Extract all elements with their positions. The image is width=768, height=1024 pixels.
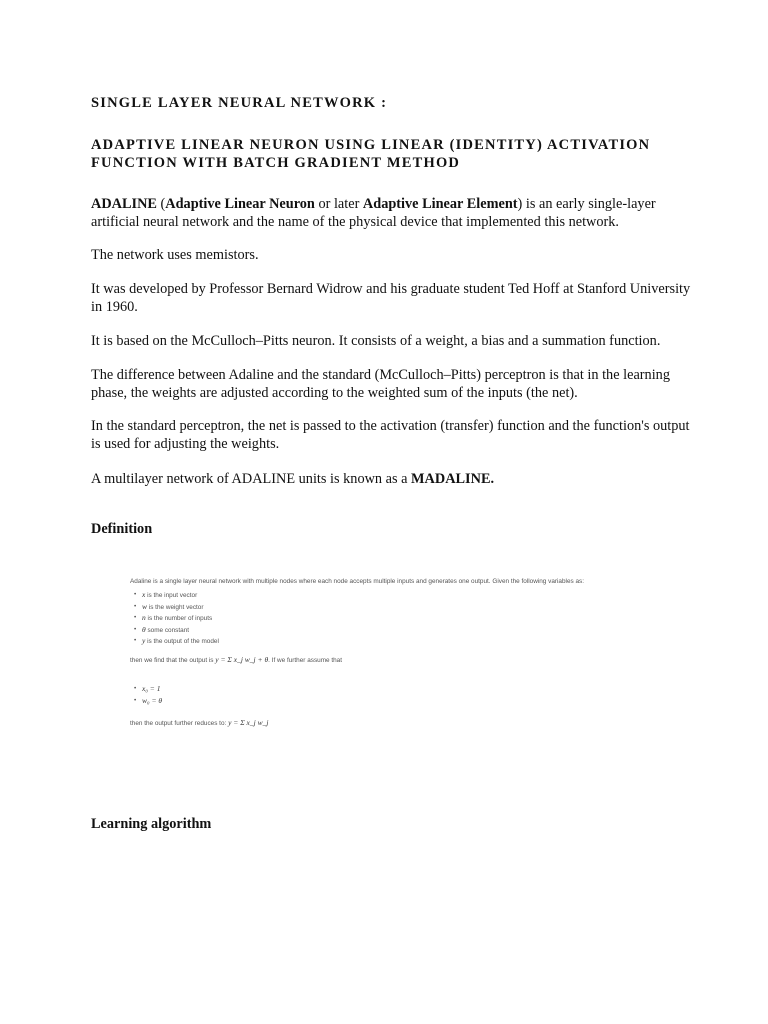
definition-snippet-image — [128, 574, 608, 754]
difference-paragraph: The difference between Adaline and the standard (McCulloch–Pitts) perceptron is that in the learning phase, the weights are adjusted according to the weighted sum of the inputs (the net). — [91, 367, 670, 401]
learning-algorithm-heading: Learning algorithm — [91, 816, 212, 832]
reduced-formula: y = Σ x_j w_j — [228, 718, 269, 727]
variable-item: • w is the weight vector — [134, 601, 219, 613]
based-paragraph: It is based on the McCulloch–Pitts neuron. It consists of a weight, a bias and a summation function. — [91, 333, 661, 349]
definition-heading: Definition — [91, 521, 153, 537]
developed-paragraph: It was developed by Professor Bernard Widrow and his graduate student Ted Hoff at Stanford University in 1960. — [91, 281, 691, 315]
subtitle-line-2: FUNCTION WITH BATCH GRADIENT METHOD — [91, 155, 461, 171]
standard-perceptron-paragraph: In the standard perceptron, the net is passed to the activation (transfer) function and the function's output is used for adjusting the weights. — [91, 418, 690, 452]
assumption-item: • x₀ = 1 — [134, 683, 162, 695]
variable-item: • n is the number of inputs — [134, 612, 219, 624]
output-formula: y = Σ x_j w_j + θ — [215, 655, 269, 664]
output-formula-line: then we find that the output is y = Σ x_j w_j + θ. If we further assume that — [130, 655, 343, 664]
subtitle-line-1: ADAPTIVE LINEAR NEURON USING LINEAR (IDENTITY) ACTIVATION — [91, 137, 651, 153]
multilayer-paragraph: A multilayer network of ADALINE units is known as a MADALINE. — [91, 471, 495, 487]
intro-paragraph: ADALINE (Adaptive Linear Neuron or later Adaptive Linear Element) is an early single-layer artificial neural network and the name of the physical device that implemented this network. — [91, 196, 656, 230]
variable-list — [134, 589, 219, 647]
adaptive-linear-element-term: Adaptive Linear Element — [362, 196, 518, 212]
variable-item: • θ some constant — [134, 624, 219, 636]
adaptive-linear-neuron-term: Adaptive Linear Neuron — [165, 196, 315, 212]
memistors-paragraph: The network uses memistors. — [91, 247, 259, 263]
variable-item: • x is the input vector — [134, 589, 219, 601]
page-title: SINGLE LAYER NEURAL NETWORK : — [91, 95, 388, 111]
snippet-intro: Adaline is a single layer neural network with multiple nodes where each node accepts multiple inputs and generates one output. Given the following variables as: — [130, 578, 585, 585]
assumption-item: • w₀ = θ — [134, 695, 162, 707]
variable-item: • y is the output of the model — [134, 635, 219, 647]
assumption-list — [134, 683, 162, 706]
madaline-term: MADALINE. — [411, 471, 495, 487]
reduced-formula-line: then the output further reduces to: y = Σ x_j w_j — [130, 718, 269, 727]
adaline-term: ADALINE — [91, 196, 157, 212]
